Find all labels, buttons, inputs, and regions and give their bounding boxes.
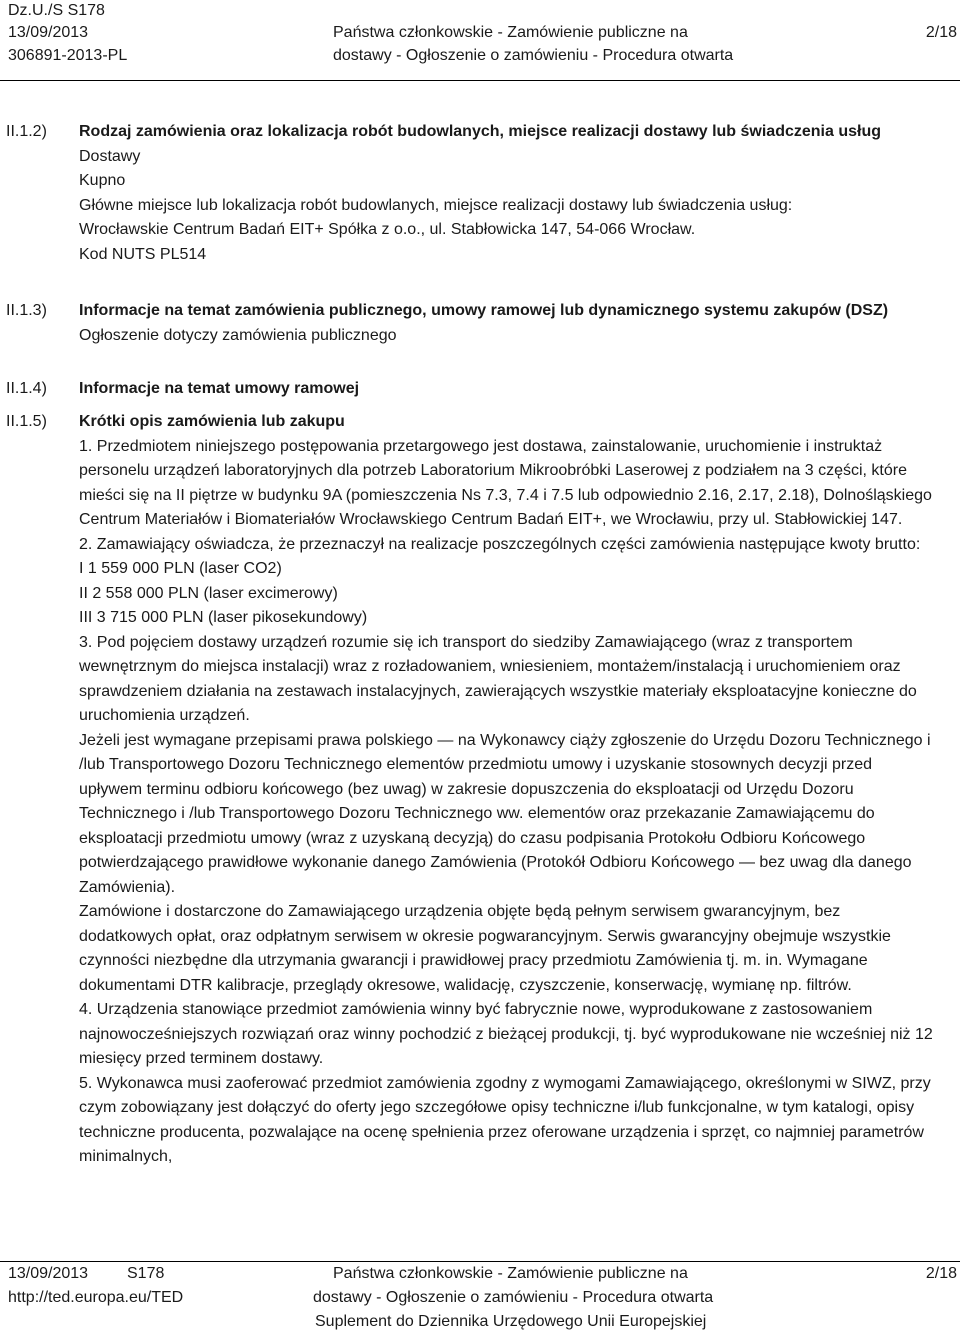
- section-heading: Informacje na temat umowy ramowej: [79, 380, 360, 397]
- footer-issue: S178: [127, 1265, 165, 1282]
- amount-part-3: III 3 715 000 PLN (laser pikosekundowy): [79, 609, 368, 626]
- location-label: Główne miejsce lub lokalizacja robót budowlanych, miejsce realizacji dostawy lub świadczenia usług:: [79, 196, 793, 214]
- section-body: [79, 299, 938, 348]
- header-divider: [0, 80, 960, 81]
- purchase-type: Kupno: [79, 172, 126, 189]
- description-paragraph: Jeżeli jest wymagane przepisami prawa polskiego — na Wykonawcy ciąży zgłoszenie do Urzędu Dozoru Technicznego i /lub Transportowego Dozoru Technicznego elementów przedmiotu umowy i uzyskanie stosownych decyzji przed upływem terminu odbioru końcowego (bez uwag) w zakresie dopuszczenia do eksploatacji od Urzędu Dozoru Technicznego i /lub Transportowego Dozoru Technicznego ww. elementów oraz przekazanie Zamawiającemu do eksploatacji przedmiotu umowy (wraz z uzyskaną decyzją) do czasu podpisania Protokołu Odbioru Końcowego potwierdzającego prawidłowe wykonanie danego Zamówienia (Protokół Odbioru Końcowego — bez uwag dla danego Zamówienia).: [79, 731, 931, 896]
- footer-date: 13/09/2013: [8, 1265, 89, 1282]
- section-number: II.1.3): [6, 302, 47, 319]
- header-title-line2: dostawy - Ogłoszenie o zamówieniu - Procedura otwarta: [333, 47, 734, 64]
- page-header: [0, 0, 960, 70]
- section-body: [79, 120, 938, 267]
- section-heading: Informacje na temat zamówienia publicznego, umowy ramowej lub dynamicznego systemu zakupów (DSZ): [79, 302, 889, 319]
- description-paragraph: 4. Urządzenia stanowiące przedmiot zamówienia winny być fabrycznie nowe, wyprodukowane z zastosowaniem najnowocześniejszych rozwiązań oraz winny pochodzić z bieżącej produkcji, tj. być wyprodukowane nie wcześniej niż 12 miesięcy przed terminem dostawy.: [79, 1001, 933, 1067]
- footer-url: http://ted.europa.eu/TED: [8, 1289, 184, 1306]
- section-heading: Rodzaj zamówienia oraz lokalizacja robót budowlanych, miejsce realizacji dostawy lub świadczenia usług: [79, 123, 881, 140]
- amount-part-2: II 2 558 000 PLN (laser excimerowy): [79, 584, 338, 602]
- footer-title-line2: dostawy - Ogłoszenie o zamówieniu - Procedura otwarta: [313, 1289, 714, 1306]
- page-footer: [0, 1262, 960, 1334]
- amount-part-1: I 1 559 000 PLN (laser CO2): [79, 560, 282, 577]
- description-paragraph: 5. Wykonawca musi zaoferować przedmiot zamówienia zgodny z wymogami Zamawiającego, określonymi w SIWZ, przy czym zobowiązany jest dołączyć do oferty jego szczegółowe opisy techniczne i/lub funkcjonalne, w tym katalogi, opisy techniczne producenta, pozwalające na ocenę spełnienia przez oferowane urządzenia i sprzęt, co najmniej parametrów minimalnych,: [79, 1074, 931, 1165]
- contract-type: Dostawy: [79, 147, 141, 165]
- description-paragraph: 1. Przedmiotem niniejszego postępowania przetargowego jest dostawa, zainstalowanie, uruchomienie i instruktaż personelu urządzeń laboratoryjnych dla potrzeb Laboratorium Mikroobróbki Laserowej z podziałem na 3 części, które mieści się na II piętrze w budynku 9A (pomieszczenia Ns 7.3, 7.4 i 7.5 lub odpowiednio 2.16, 2.17, 2.18), Dolnośląskiego Centrum Materiałów i Biomateriałów Wrocławskiego Centrum Badań EIT+, we Wrocławiu, przy ul. Stabłowickiej 147.: [79, 437, 932, 528]
- section-number: II.1.4): [6, 380, 47, 397]
- nuts-code: Kod NUTS PL514: [79, 245, 207, 263]
- journal-ref: Dz.U./S S178: [8, 2, 105, 19]
- section-number: II.1.2): [6, 123, 47, 140]
- header-date: 13/09/2013: [8, 24, 89, 41]
- footer-page-number: 2/18: [925, 1265, 957, 1282]
- section-heading: Krótki opis zamówienia lub zakupu: [79, 413, 345, 430]
- description-paragraph: 2. Zamawiający oświadcza, że przeznaczył na realizacje poszczególnych części zamówienia następujące kwoty brutto:: [79, 535, 921, 553]
- footer-title-line3: Suplement do Dziennika Urzędowego Unii Europejskiej: [315, 1313, 707, 1330]
- footer-title-line1: Państwa członkowskie - Zamówienie publiczne na: [333, 1265, 688, 1282]
- description-paragraph: Zamówione i dostarczone do Zamawiającego urządzenia objęte będą pełnym serwisem gwarancyjnym, bez dodatkowych opłat, oraz odpłatnym serwisem w okresie pogwarancyjnym. Serwis gwarancyjny obejmuje wszystkie czynności niezbędne dla utrzymania gwarancji i prawidłowej pracy przedmiotu Zamówienia tj. m. in. Wymagane dokumentami DTR kalibracje, przeglądy okresowe, walidację, czyszczenie, konserwację, wymianę np. filtrów.: [79, 903, 891, 994]
- section-number: II.1.5): [6, 413, 47, 430]
- notice-number: 306891-2013-PL: [8, 47, 128, 64]
- section-body: [79, 377, 938, 402]
- description-paragraph: 3. Pod pojęciem dostawy urządzeń rozumie się ich transport do siedziby Zamawiającego (wraz z transportem wewnętrznym do miejsca instalacji) wraz z rozładowaniem, wniesieniem, montażem/instalacją i uruchomieniem oraz sprawdzeniem działania na zestawach instalacyjnych, zawierających wszystkie materiały eksploatacyjne konieczne do uruchomienia urządzeń.: [79, 633, 917, 724]
- location-address: Wrocławskie Centrum Badań EIT+ Spółka z o.o., ul. Stabłowicka 147, 54-066 Wrocław.: [79, 221, 696, 238]
- header-title-line1: Państwa członkowskie - Zamówienie publiczne na: [333, 24, 688, 41]
- section-body: [79, 410, 938, 1170]
- notice-concerns: Ogłoszenie dotyczy zamówienia publicznego: [79, 326, 397, 344]
- header-page-number: 2/18: [925, 24, 957, 41]
